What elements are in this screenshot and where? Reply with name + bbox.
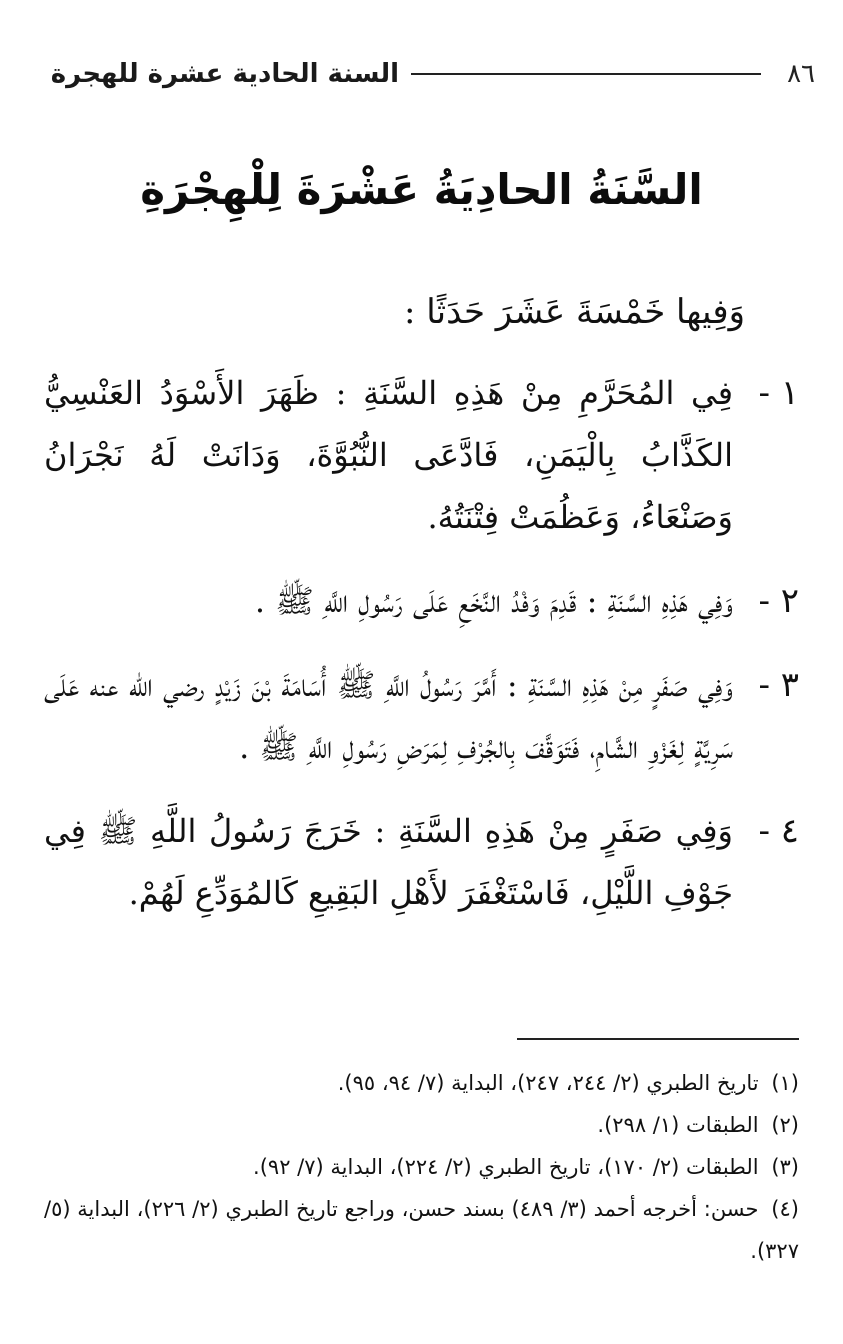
footnote-number: (١) xyxy=(771,1071,799,1095)
event-text: وَفِي صَفَرٍ مِنْ هَذِهِ السَّنَةِ : خَرَجَ رَسُولُ اللَّهِ ﷺ فِي جَوْفِ اللَّيْلِ، فَاسْتَغْفَرَ لأَهْلِ البَقِيعِ كَالمُوَدِّعِ لَهُمْ. xyxy=(44,812,733,912)
running-title: السنة الحادية عشرة للهجرة xyxy=(50,59,400,89)
event-item xyxy=(44,362,799,548)
footnote-item xyxy=(44,1146,799,1188)
event-number: ٤ - xyxy=(758,811,799,851)
footnote-text: حسن: أخرجه أحمد (٣/ ٤٨٩) بسند حسن، وراجع تاريخ الطبري (٢/ ٢٢٦)، البداية (٥/ ٣٢٧). xyxy=(44,1197,799,1263)
event-number: ٣ - xyxy=(758,665,799,705)
footnote-separator xyxy=(517,1038,799,1040)
event-text: وَفِي صَفَرٍ مِنْ هَذِهِ السَّنَةِ : أَمَّرَ رَسُولُ اللَّهِ ﷺ أُسَامَةَ بْنَ زَيْدٍ رضي الله عنه عَلَى سَرِيَّةٍ لِغَزْوِ الشَّامِ، فَتَوَقَّفَ بِالجُرْفِ لِمَرَضِ رَسُولِ اللَّهِ ﷺ . xyxy=(44,666,733,766)
footnote-item xyxy=(44,1104,799,1146)
running-header xyxy=(28,52,815,96)
footnote-list xyxy=(44,1062,799,1272)
event-number: ١ - xyxy=(758,373,799,413)
footnote-text: الطبقات (١/ ٢٩٨). xyxy=(597,1113,759,1137)
intro-line: وَفِيها خَمْسَةَ عَشَرَ حَدَثًا : xyxy=(404,292,745,332)
event-text: وَفِي هَذِهِ السَّنَةِ : قَدِمَ وَفْدُ النَّخَعِ عَلَى رَسُولِ اللَّهِ ﷺ . xyxy=(254,582,733,620)
footnote-number: (٢) xyxy=(771,1113,799,1137)
footnote-number: (٤) xyxy=(771,1197,799,1221)
page-number: ٨٦ xyxy=(787,59,815,89)
event-item xyxy=(44,654,799,778)
header-rule xyxy=(411,73,761,75)
footnote-text: تاريخ الطبري (٢/ ٢٤٤، ٢٤٧)، البداية (٧/ ٩٤، ٩٥). xyxy=(337,1071,759,1095)
footnote-number: (٣) xyxy=(771,1155,799,1179)
event-number: ٢ - xyxy=(758,581,799,621)
footnote-item xyxy=(44,1188,799,1272)
event-item xyxy=(44,570,799,632)
event-list xyxy=(44,362,799,946)
event-item xyxy=(44,800,799,924)
footnote-item xyxy=(44,1062,799,1104)
chapter-title: السَّنَةُ الحادِيَةُ عَشْرَةَ لِلْهِجْرَةِ xyxy=(140,165,703,214)
footnote-text: الطبقات (٢/ ١٧٠)، تاريخ الطبري (٢/ ٢٢٤)، البداية (٧/ ٩٢). xyxy=(253,1155,759,1179)
event-text: فِي المُحَرَّمِ مِنْ هَذِهِ السَّنَةِ : ظَهَرَ الأَسْوَدُ العَنْسِيُّ الكَذَّابُ بِالْيَمَنِ، فَادَّعَى النُّبُوَّةَ، وَدَانَتْ لَهُ نَجْرَانُ وَصَنْعَاءُ، وَعَظُمَتْ فِتْنَتُهُ. xyxy=(44,374,733,536)
